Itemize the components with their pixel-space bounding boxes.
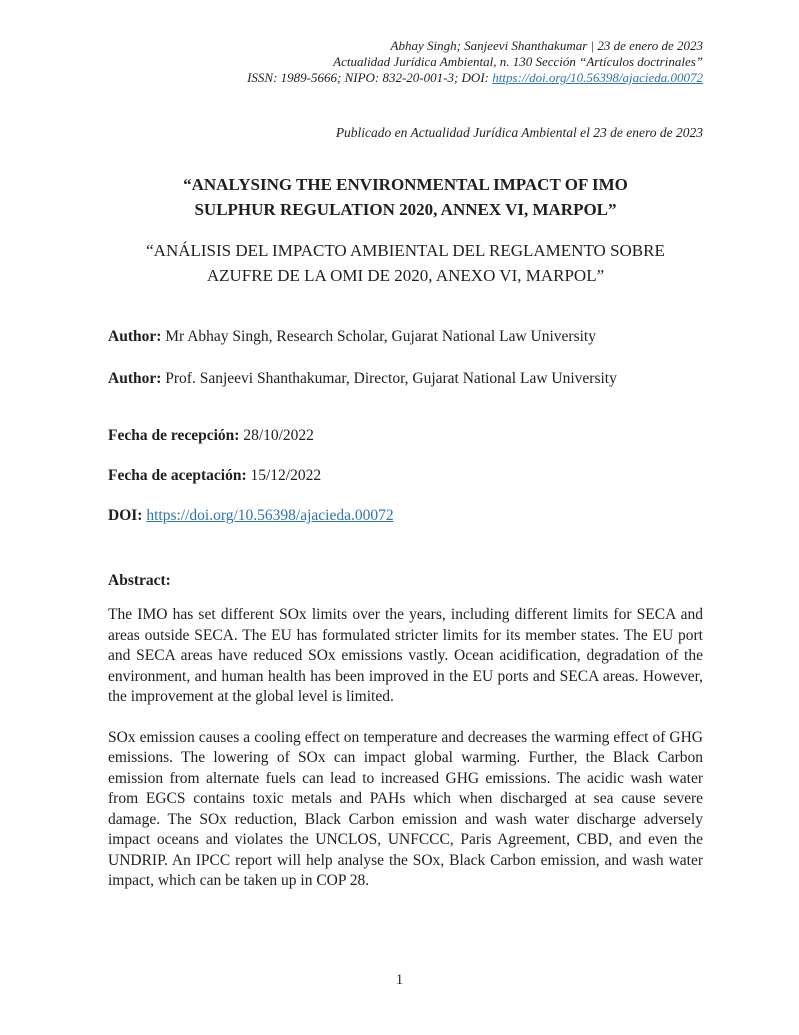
article-title-es <box>108 238 703 288</box>
abstract-paragraph-2: SOx emission causes a cooling effect on temperature and decreases the warming effect of GHG emissions. The lowering of SOx can impact global warming. Further, the Black Carbon emission from alternate fuels can lead to increased GHG emissions. The acidic wash water from EGCS contains toxic metals and PAHs which when discharged at sea cause severe damage. The SOx reduction, Black Carbon emission and wash water discharge adversely impact oceans and violates the UNCLOS, UNFCCC, Paris Agreement, CBD, and even the UNDRIP. An IPCC report will help analyse the SOx, Black Carbon emission, and wash water impact, which can be taken up in COP 28. <box>108 728 703 889</box>
acceptance-date-value: 15/12/2022 <box>250 467 322 484</box>
doi-link[interactable]: https://doi.org/10.56398/ajacieda.00072 <box>146 507 394 524</box>
header-authors-date: Abhay Singh; Sanjeevi Shanthakumar | 23 de enero de 2023 <box>390 38 703 53</box>
author-label-2: Author: <box>108 370 162 387</box>
article-title-es-line2: AZUFRE DE LA OMI DE 2020, ANEXO VI, MARPOL” <box>206 266 605 285</box>
published-line: Publicado en Actualidad Jurídica Ambiental el 23 de enero de 2023 <box>335 125 703 140</box>
acceptance-date-label: Fecha de aceptación: <box>108 467 247 484</box>
reception-date-value: 28/10/2022 <box>243 427 314 444</box>
author-line-2 <box>108 368 703 389</box>
reception-date-label: Fecha de recepción: <box>108 427 240 444</box>
header-issn-nipo-doi <box>108 70 703 86</box>
abstract-heading: Abstract: <box>108 572 171 589</box>
author-label-1: Author: <box>108 328 162 345</box>
doi-label: DOI: <box>108 507 143 524</box>
reception-date-line <box>108 425 703 446</box>
doi-line <box>108 505 703 526</box>
acceptance-date-line <box>108 465 703 486</box>
article-title-en-line2: SULPHUR REGULATION 2020, ANNEX VI, MARPOL” <box>194 200 617 219</box>
author-value-1: Mr Abhay Singh, Research Scholar, Gujarat National Law University <box>165 328 596 345</box>
header-journal-issue: Actualidad Jurídica Ambiental, n. 130 Sección “Artículos doctrinales” <box>333 54 703 69</box>
page-number: 1 <box>395 972 404 988</box>
abstract-paragraph-1: The IMO has set different SOx limits over the years, including different limits for SECA and areas outside SECA. The EU has formulated stricter limits for its member states. The EU port and SECA areas have reduced SOx emissions vastly. Ocean acidification, degradation of the environment, and human health has been improved in the EU ports and SECA areas. However, the improvement at the global level is limited. <box>108 606 703 705</box>
article-title-en <box>108 172 703 222</box>
header-doi-link[interactable]: https://doi.org/10.56398/ajacieda.00072 <box>492 70 703 85</box>
author-line-1 <box>108 326 703 347</box>
header-issn-prefix: ISSN: 1989-5666; NIPO: 832-20-001-3; DOI: <box>247 70 489 85</box>
article-title-en-line1: “ANALYSING THE ENVIRONMENTAL IMPACT OF IMO <box>183 175 628 194</box>
article-title-es-line1: “ANÁLISIS DEL IMPACTO AMBIENTAL DEL REGLAMENTO SOBRE <box>146 241 665 260</box>
author-value-2: Prof. Sanjeevi Shanthakumar, Director, Gujarat National Law University <box>165 370 617 387</box>
journal-header <box>108 38 703 86</box>
